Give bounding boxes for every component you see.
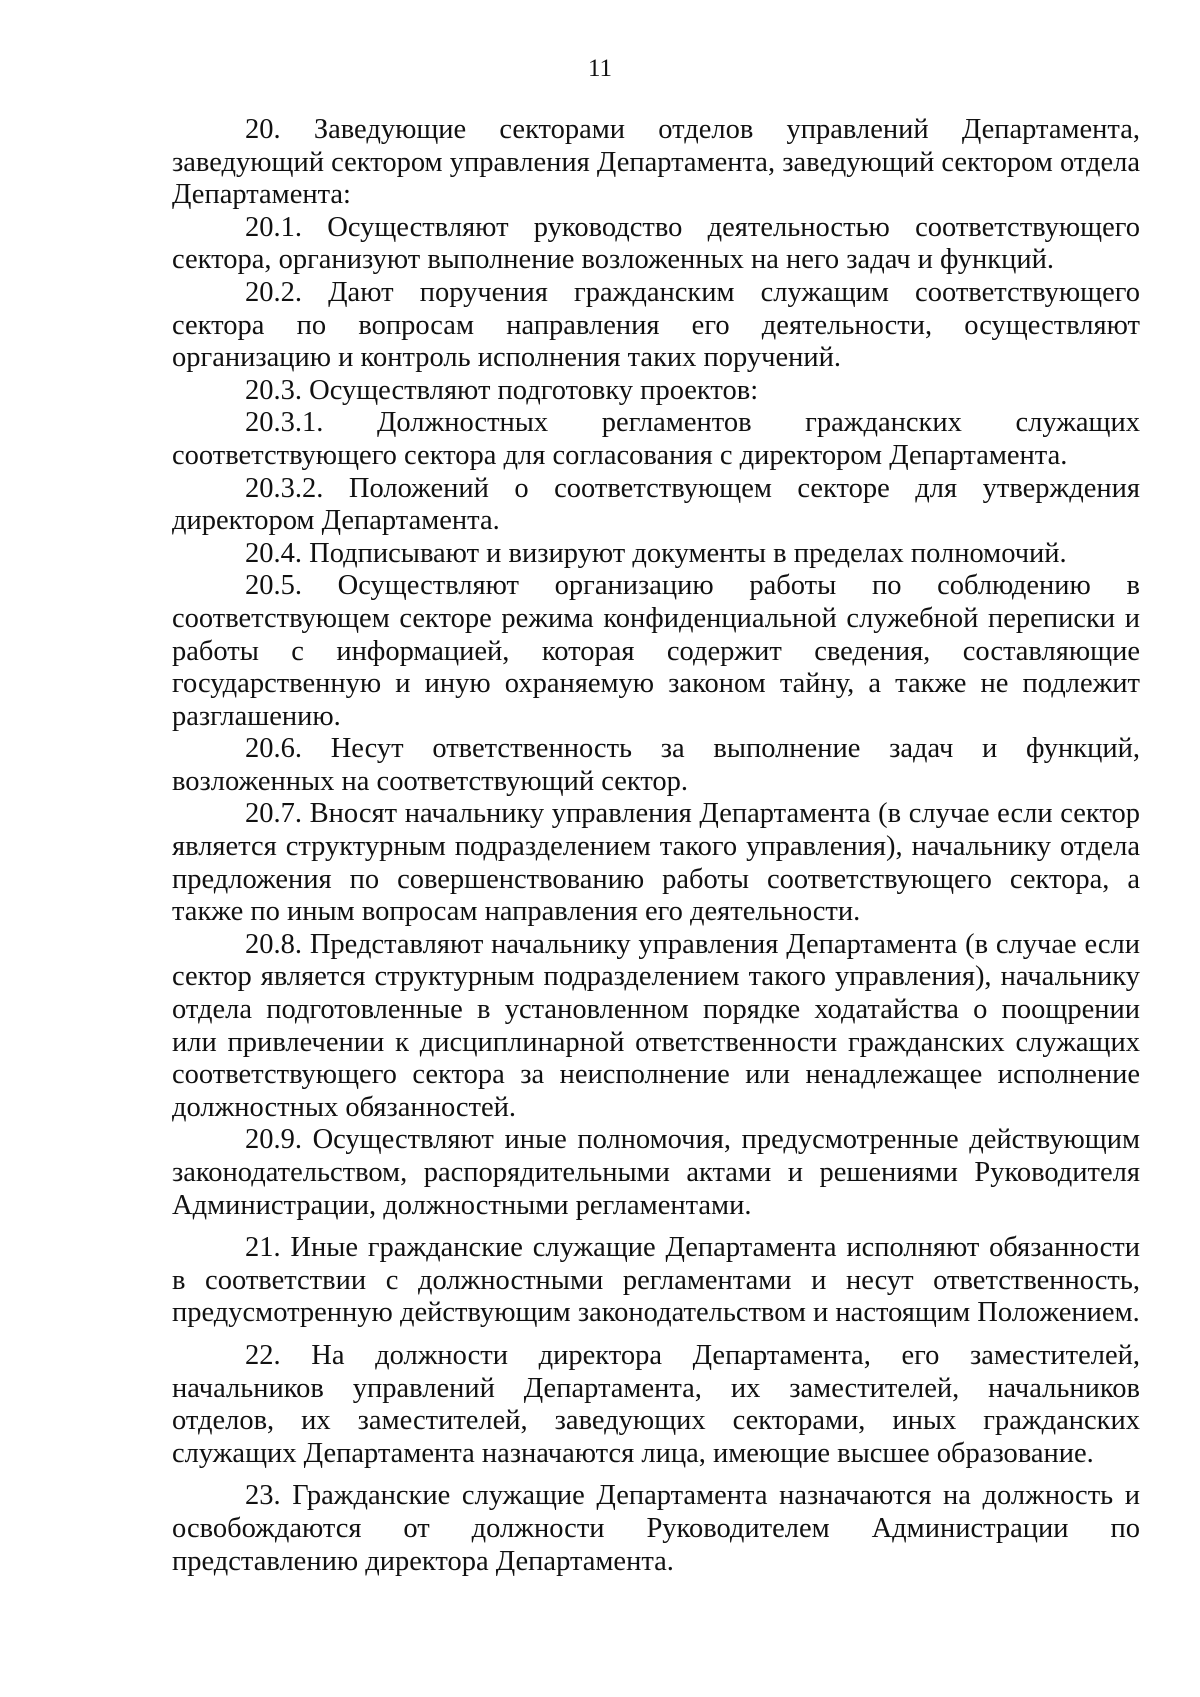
paragraph-20: 20. Заведующие секторами отделов управлений Департамента, заведующий сектором управления Департамента, заведующий сектором отдела Департамента:	[172, 114, 1140, 211]
paragraph-20-9: 20.9. Осуществляют иные полномочия, предусмотренные действующим законодательством, распорядительными актами и решениями Руководителя Администрации, должностными регламентами.	[172, 1124, 1140, 1221]
paragraph-20-6: 20.6. Несут ответственность за выполнение задач и функций, возложенных на соответствующий сектор.	[172, 733, 1140, 797]
paragraph-20-3: 20.3. Осуществляют подготовку проектов:	[245, 374, 759, 406]
paragraph-23: 23. Гражданские служащие Департамента назначаются на должность и освобождаются от должности Руководителем Администрации по представлению директора Департамента.	[172, 1480, 1140, 1577]
paragraph-20-3-2: 20.3.2. Положений о соответствующем секторе для утверждения директором Департамента.	[172, 472, 1140, 537]
paragraph-20-3-1: 20.3.1. Должностных регламентов гражданских служащих соответствующего сектора для согласования с директором Департамента.	[172, 407, 1140, 471]
paragraph-20-2: 20.2. Дают поручения гражданским служащим соответствующего сектора по вопросам направления его деятельности, осуществляют организацию и контроль исполнения таких поручений.	[172, 276, 1140, 374]
paragraph-20-4: 20.4. Подписывают и визируют документы в пределах полномочий.	[245, 537, 1067, 569]
paragraph-20-1: 20.1. Осуществляют руководство деятельностью соответствующего сектора, организуют выполнение возложенных на него задач и функций.	[172, 211, 1140, 276]
paragraph-20-7: 20.7. Вносят начальнику управления Департамента (в случае если сектор является структурным подразделением такого управления), начальнику отдела предложения по совершенствованию работы соответствующего сектора, а также по иным вопросам направления его деятельности.	[172, 798, 1140, 928]
paragraph-21: 21. Иные гражданские служащие Департамента исполняют обязанности в соответствии с должностными регламентами и несут ответственность, предусмотренную действующим законодательством и настоящим Положением.	[172, 1232, 1140, 1329]
paragraph-22: 22. На должности директора Департамента, его заместителей, начальников управлений Департамента, их заместителей, начальников отделов, их заместителей, заведующих секторами, иных гражданских служащих Департамента назначаются лица, имеющие высшее образование.	[172, 1339, 1140, 1469]
paragraph-20-8: 20.8. Представляют начальнику управления Департамента (в случае если сектор является структурным подразделением такого управления), начальнику отдела подготовленные в установленном порядке ходатайства о поощрении или привлечении к дисциплинарной ответственности гражданских служащих соответствующего сектора за неисполнение или ненадлежащее исполнение должностных обязанностей.	[172, 928, 1140, 1123]
page-number: 11	[587, 55, 613, 82]
paragraph-20-5: 20.5. Осуществляют организацию работы по соблюдению в соответствующем секторе режима конфиденциальной служебной переписки и работы с информацией, которая содержит сведения, составляющие государственную и иную охраняемую законом тайну, а также не подлежит разглашению.	[172, 570, 1140, 732]
document-body	[172, 114, 1140, 1578]
